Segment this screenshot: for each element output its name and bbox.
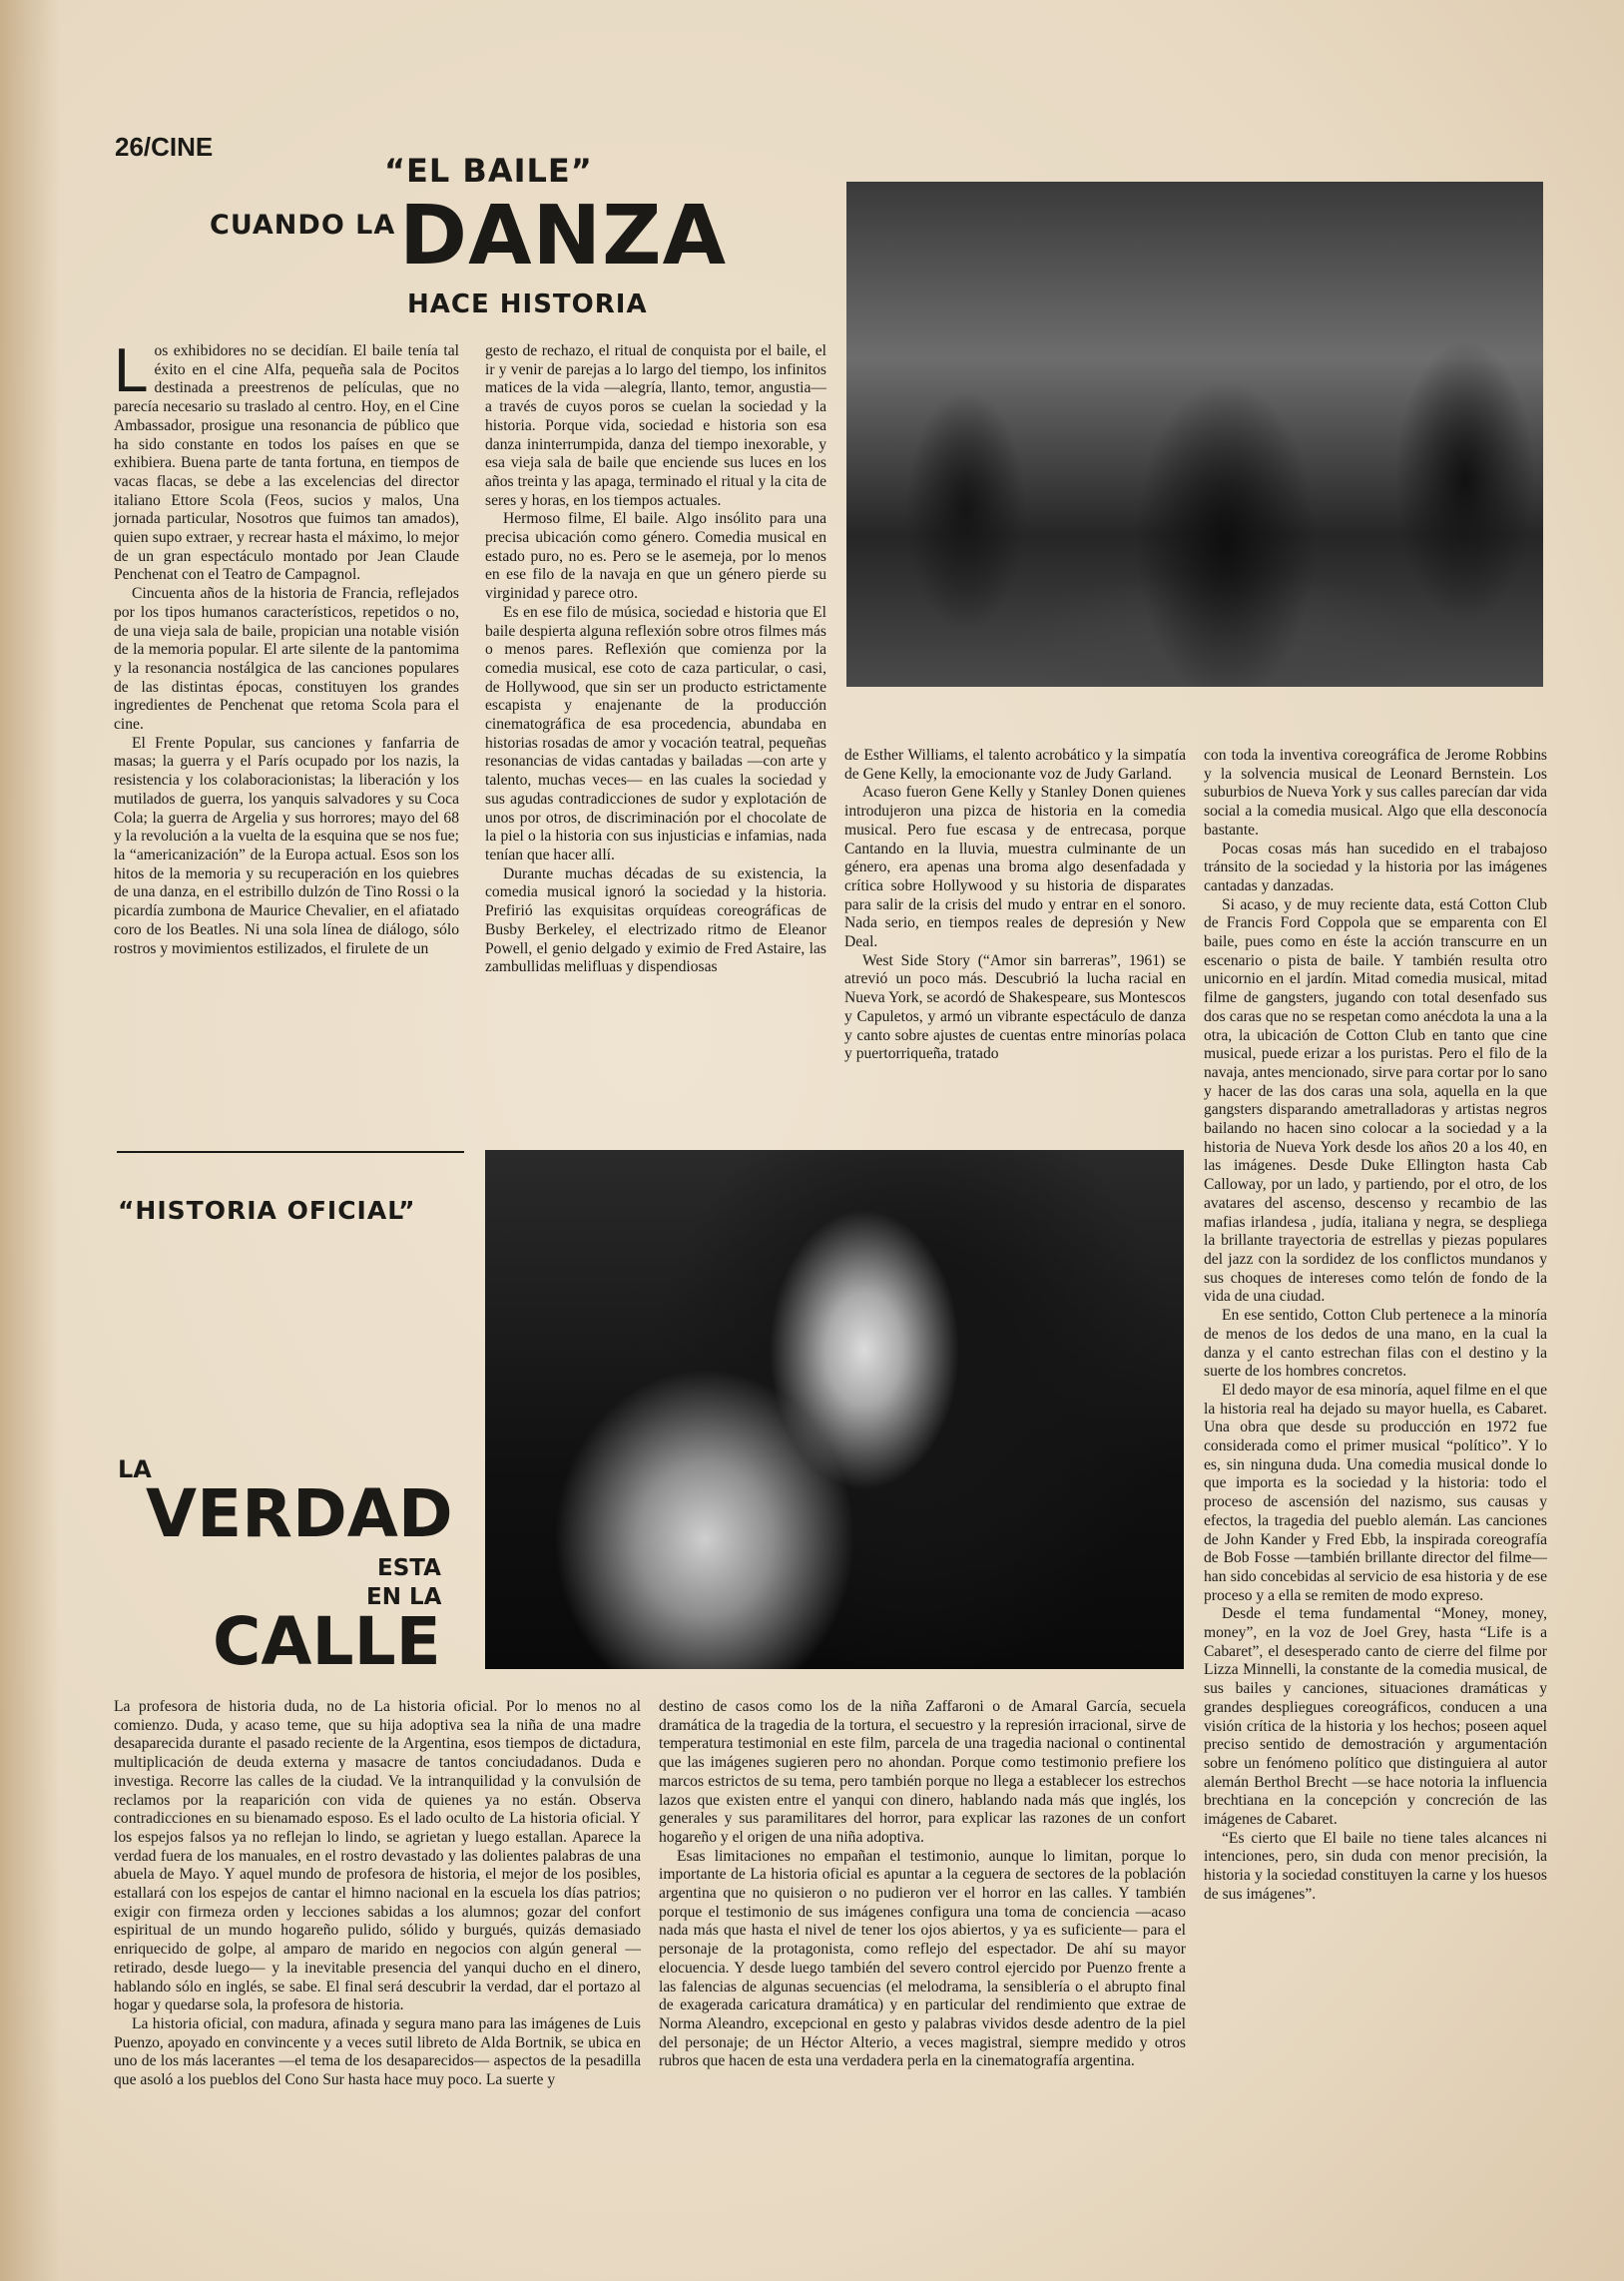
article1-col2-para-1: gesto de rechazo, el ritual de conquista por el baile, el ir y venir de parejas a lo largo del tiempo, los infinitos matices de la vida —alegría, llanto, temor, angustia— a través de cuyos poros se cuelan la sociedad y la historia. Porque vida, sociedad e historia son esa danza ininterrumpida, danza del tiempo inexorable, y esa vieja sala de baile que enciende sus luces en los años treinta y las apaga, terminado el ritual y la cita de seres y horas, en los tiempos actuales. bbox=[485, 342, 826, 509]
page-edge-shadow bbox=[0, 0, 60, 2281]
article2-column-1 bbox=[114, 1698, 641, 2090]
article1-col4-para-2: Pocas cosas más han sucedido en el trabajoso tránsito de la sociedad y la historia por las imágenes cantadas y danzadas. bbox=[1204, 840, 1547, 894]
article1-headline-big: DANZA bbox=[399, 189, 728, 284]
article1-col1-para-1 bbox=[114, 336, 459, 585]
article2-col2-para-2: Esas limitaciones no empañan el testimonio, aunque lo limitan, porque lo importante de La historia oficial es apuntar a la ceguera de sectores de la población argentina que no quisieron o no pudieron ver el horror en las calles. Y también porque el testimonio de sus imágenes configura una toma de conciencia —acaso nada más que hasta el nivel de tener los ojos abiertos, y ya es suficiente— para el personaje de la protagonista, como reflejo del espectador. De ahí su mayor elocuencia. Y desde luego también del severo control ejercido por Puenzo frente a las falencias de algunas secuencias (el melodrama, la sensiblería o el abrupto final de exagerada caricatura dramática) y en particular del rendimiento que extrae de Norma Aleandro, excepcional en gesto y palabras vividos desde adentro de la piel del personaje; de un Héctor Alterio, a veces magistral, siempre medido y otros rubros que hacen de esta una verdadera perla en la cinematografía argentina. bbox=[659, 1847, 1186, 2070]
article2-col1-para-2: La historia oficial, con madura, afinada y segura mano para las imágenes de Luis Puenzo, apoyado en convincente y a veces sutil libreto de Alda Bortnik, se ubica en uno de los más lacerantes —el tema de los desaparecidos— aspectos de la pesadilla que asoló a los pueblos del Cono Sur hasta hace muy poco. La suerte y bbox=[114, 2014, 641, 2089]
article1-col2-para-2: Hermoso filme, El baile. Algo insólito para una precisa ubicación como género. Comedia musical en estado puro, no es. Pero se le asemeja, por lo menos en ese filo de la navaja en que un género pierde su virginidad y parece otro. bbox=[485, 510, 826, 603]
article2-headline-3: ESTA bbox=[377, 1555, 441, 1581]
article1-headline-trail: HACE HISTORIA bbox=[407, 289, 648, 319]
article1-headline-lead: CUANDO LA bbox=[210, 210, 396, 241]
article1-column-3 bbox=[844, 747, 1186, 1064]
article2-headline-4: EN LA bbox=[366, 1584, 442, 1610]
article1-col1-para-1-text: os exhibidores no se decidían. El baile tenía tal éxito en el cine Alfa, pequeña sala de Pocitos destinada a preestrenos de películas, que no parecía necesario su traslado al centro. Hoy, en el Cine Ambassador, prosigue una resonancia de público que ha sido constante en todos los países en que se exhibiera. Buena parte de tanta fortuna, en tiempos de vacas flacas, se debe a las excelencias del director italiano Ettore Scola (Feos, sucios y malos, Una jornada particular, Nosotros que fuimos tan amados), quien supo extraer, y recrear hasta el máximo, lo mejor de un gran espectáculo montado por Jean Claude Penchenat con el Teatro de Campagnol. bbox=[114, 342, 459, 584]
article2-col2-para-1: destino de casos como los de la niña Zaffaroni o de Amaral García, secuela dramática de la tragedia de la tortura, el secuestro y la represión irracional, sirve de temperatura testimonial en este film, parcela de una tragedia nacional o continental que las imágenes sugieren pero no ahondan. Porque como testimonio prefiere los marcos estrictos de su tema, pero también porque no llega a establecer los estrechos lazos que existen entre el yanqui con dinero, hablando nada más que inglés, los generales y sus paramilitares del horror, para explicar las razones de un confort hogareño y el origen de una niña adoptiva. bbox=[659, 1698, 1186, 1846]
article1-column-2 bbox=[485, 342, 826, 977]
article1-kicker: “EL BAILE” bbox=[384, 152, 593, 190]
article1-col3-para-2: Acaso fueron Gene Kelly y Stanley Donen quienes introdujeron una pizca de historia en la comedia musical. Pero fue escasa y de entrecasa, porque Cantando en la lluvia, muestra culminante de un género, era apenas una broma algo desenfadada y crítica sobre Hollywood y su historia de disparates para salir de la crisis del mudo y entrar en el sonoro. Nada serio, en tiempos reales de depresión y New Deal. bbox=[844, 784, 1186, 951]
actress-portrait-photo bbox=[485, 1150, 1184, 1669]
article1-col2-para-3: Es en ese filo de música, sociedad e historia que El baile despierta alguna reflexión sobre otros filmes más o menos pares. Reflexión que comienza por la comedia musical, ese coto de caza particular, o casi, de Hollywood, que sin ser un producto estrictamente escapista y enajenante de la producción cinematográfica de esa procedencia, abundaba en historias rosadas de amor y vocación teatral, pequeñas resonancias de vidas cantadas y bailadas —con arte y talento, muchas veces— en las cuales la sociedad y sus agudas contradicciones de sudor y explotación de unos por otros, de discriminación por el chocolate de la piel o la historia con sus injusticias e infamias, nada tenían que hacer allí. bbox=[485, 603, 826, 863]
article2-headline-2: VERDAD bbox=[146, 1475, 453, 1552]
article1-col1-para-2: Cincuenta años de la historia de Francia, reflejados por los tipos humanos característicos, repetidos o no, de una vieja sala de baile, propician una notable visión de la memoria popular. El arte silente de la pantomima y la resonancia nostálgica de las canciones populares de las distintas épocas, constituyen los grandes ingredientes de Penchenat que retoma Scola para el cine. bbox=[114, 585, 459, 734]
article2-headline-1: LA bbox=[118, 1455, 152, 1483]
article2-headline-5: CALLE bbox=[213, 1603, 441, 1680]
article1-col4-para-6: Desde el tema fundamental “Money, money, money”, en la voz de Joel Grey, hasta “Life is a Cabaret”, el desesperado canto de cierre del filme por Lizza Minnelli, la constante de la comedia musical, de sus bailes y canciones, situaciones dramáticas y grandes despliegues coreográficos, conducen a una visión crítica de la historia y los hechos; poseen aquel preciso sentido de demostración y argumentación sobre un fenómeno político que distinguiera al autor alemán Berthol Brecht —se hace notoria la influencia brechtiana en la concepción y concreción de las imágenes de Cabaret. bbox=[1204, 1605, 1547, 1829]
article1-col4-para-1: con toda la inventiva coreográfica de Jerome Robbins y la solvencia musical de Leonard Bernstein. Los suburbios de Nueva York y sus calles parecían dar vida social a la comedia musical. Algo que ella desconocía bastante. bbox=[1204, 747, 1547, 839]
article1-column-1 bbox=[114, 336, 459, 958]
dance-hall-photo bbox=[846, 182, 1543, 687]
article1-col4-para-4: En ese sentido, Cotton Club pertenece a la minoría de menos de los dedos de una mano, en la cual la danza y el canto estrechan filas con el destino y la suerte de los hombres concretos. bbox=[1204, 1307, 1547, 1381]
dropcap: L bbox=[114, 336, 149, 405]
article1-col4-para-3: Si acaso, y de muy reciente data, está Cotton Club de Francis Ford Coppola que se emparenta con El baile, pues como en éste la acción transcurre en un escenario o pista de baile. Y también resulta otro unicornio en el jardín. Mitad comedia musical, mitad filme de gangsters, jugando con total desenfado sus dos caras que no se respetan como anécdota la una a la otra, la ubicación de Cotton Club en tanto que cine musical, puede erizar a los puristas. Pero el filo de la navaja, antes mencionado, sirve para cortar por lo sano y hacer de las dos caras una sola, aquella en la que gangsters disparando ametralladoras y artistas negros bailando no hacen sino colocar a la sociedad y a la historia de Nueva York desde los años 20 a los 40, en las imágenes. Desde Duke Ellington hasta Cab Calloway, por un lado, y partiendo, por el otro, de los avatares del ascenso, descenso y recambio de las mafias irlandesa , judía, italiana y negra, se despliega la brillante trayectoria de estrellas y piezas populares del jazz con la sordidez de los conflictos mundanos y sus choques de intereses como telón de fondo de la vida de una ciudad. bbox=[1204, 895, 1547, 1306]
article1-col4-para-7: “Es cierto que El baile no tiene tales alcances ni intenciones, pero, sin duda con menor precisión, la historia y la sociedad constituyen la carne y los huesos de sus imágenes”. bbox=[1204, 1829, 1547, 1903]
article1-col3-para-3: West Side Story (“Amor sin barreras”, 1961) se atrevió un poco más. Descubrió la lucha racial en Nueva York, se acordó de Shakespeare, sus Montescos y Capuletos, y armó un vibrante espectáculo de danza y canto sobre ajustes de cuentas entre minorías polaca y puertorriqueña, tratado bbox=[844, 951, 1186, 1063]
article2-col1-para-1: La profesora de historia duda, no de La historia oficial. Por lo menos no al comienzo. Duda, y acaso teme, que su hija adoptiva sea la niña de una madre desaparecida durante el pasado reciente de la Argentina, esos tiempos de dictadura, multiplicación de deuda externa y masacre de tantos conciudadanos. Duda e investiga. Recorre las calles de la ciudad. Ve la intranquilidad y la convulsión de reclamos por la reaparición con vida de quienes ya no están. Observa contradicciones en su bienamado esposo. Es el lado oculto de La historia oficial. Y los espejos falsos ya no reflejan lo lindo, se agrietan y luego estallan. Aparece la verdad fuera de los manuales, en el rostro devastado y las dolientes palabras de una abuela de Mayo. Y aquel mundo de profesora de historia, el mejor de los posibles, estallará con los espejos de cantar el himno nacional en la escuela los días patrios; exigir con firmeza orden y lecciones sabidas a los alumnos; gozar del confort espiritual de un mundo hogareño pulido, sólido y burgués, quizás demasiado enriquecido de golpe, al amparo de marido en negocios con algún general —retirado, desde luego— y la inevitable presencia del yanqui ducho en el dinero, hablando sólo en inglés, se sabe. El final será descubrir la verdad, dar el portazo al hogar y quedarse sola, la profesora de historia. bbox=[114, 1698, 641, 2014]
section-label: 26/CINE bbox=[115, 132, 214, 162]
article2-kicker: “HISTORIA OFICIAL” bbox=[118, 1196, 416, 1225]
article1-col2-para-4: Durante muchas décadas de su existencia, la comedia musical ignoró la sociedad y la historia. Prefirió las exquisitas orquídeas coreográficas de Busby Berkeley, el electrizado ritmo de Eleanor Powell, el genio delgado y eximio de Fred Astaire, las zambullidas melifluas y dispendiosas bbox=[485, 864, 826, 976]
article1-col3-para-1: de Esther Williams, el talento acrobático y la simpatía de Gene Kelly, la emocionante voz de Judy Garland. bbox=[844, 747, 1186, 783]
article1-column-4 bbox=[1204, 747, 1547, 1905]
section-divider bbox=[117, 1151, 464, 1153]
article1-col4-para-5: El dedo mayor de esa minoría, aquel filme en el que la historia real ha dejado su mayor huella, es Cabaret. Una obra que desde su producción en 1972 fue considerada como el primer musical “político”. Y lo es, sin ninguna duda. Una comedia musical donde lo que importa es la sociedad y la historia: todo el proceso de ascensión del nazismo, sus causas y efectos, la tragedia del pueblo alemán. Las canciones de John Kander y Fred Ebb, la inspirada coreografía de Bob Fosse —también brillante director del filme— han sido concebidas al servicio de esa historia y de ese proceso y a ella se remiten de modo expreso. bbox=[1204, 1381, 1547, 1604]
article1-col1-para-3: El Frente Popular, sus canciones y fanfarria de masas; la guerra y el París ocupado por los nazis, la resistencia y los colaboracionistas; la liberación y los mutilados de guerra, los yanquis salvadores y su Coca Cola; la guerra de Argelia y sus horrores; mayo del 68 y la revolución a la vuelta de la esquina que se nos fue; la “americanización” de la Europa actual. Esos son los hitos de la memoria y su recuperación en los quiebres de una danza, en el estribillo dulzón de Tino Rossi o la picardía zumbona de Maurice Chevalier, en el afiatado coro de los Beatles. Ni una sola línea de diálogo, sólo rostros y movimientos estilizados, el firulete de un bbox=[114, 734, 459, 957]
article2-column-2 bbox=[659, 1698, 1186, 2071]
